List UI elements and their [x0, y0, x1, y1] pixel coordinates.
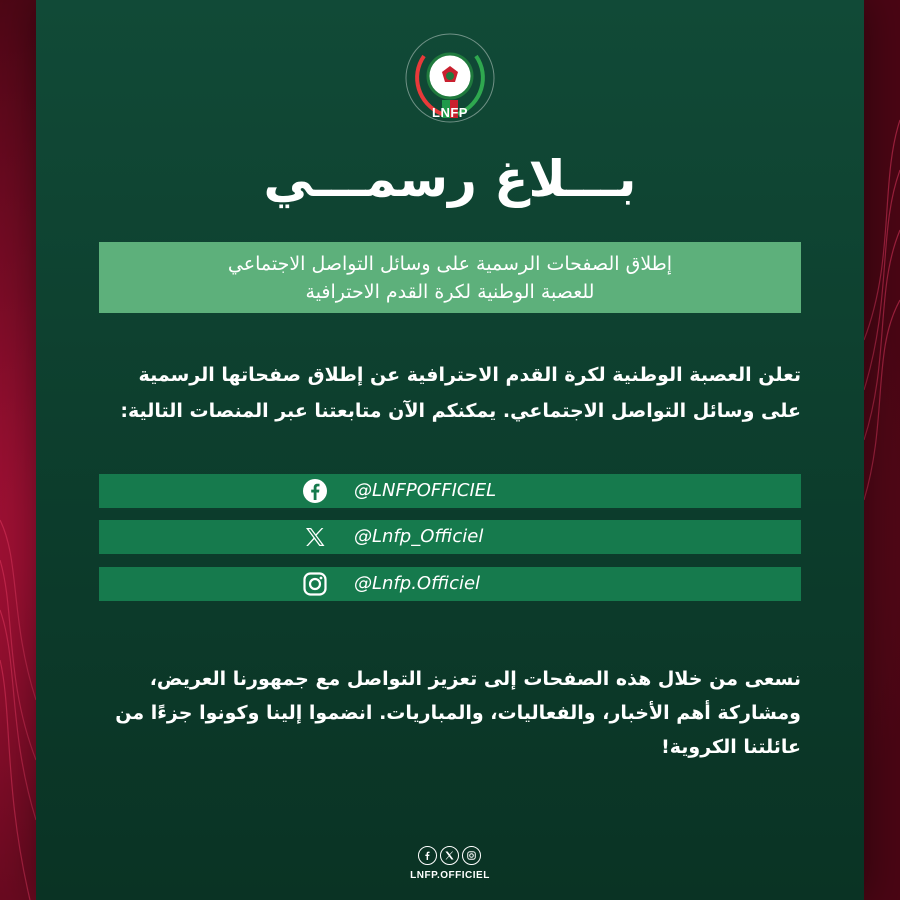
- footer-facebook-icon[interactable]: [418, 846, 437, 865]
- subtitle-box: [99, 242, 801, 313]
- footer-social-icons: [418, 846, 484, 866]
- logo-brand-text: LNFP: [432, 105, 468, 120]
- outro-paragraph: نسعى من خلال هذه الصفحات إلى تعزيز التواصل مع جمهورنا العريض، ومشاركة أهم الأخبار، والفعاليات، والمباريات. انضموا إلينا وكونوا جزءًا من عائلتنا الكروية!: [115, 668, 801, 758]
- footer-x-icon[interactable]: [440, 846, 459, 865]
- x-icon: [302, 524, 328, 550]
- instagram-icon: [302, 571, 328, 597]
- social-row-facebook[interactable]: [99, 474, 801, 508]
- intro-paragraph: تعلن العصبة الوطنية لكرة القدم الاحترافية عن إطلاق صفحاتها الرسمية على وسائل التواصل الاجتماعي. يمكنكم الآن متابعتنا عبر المنصات التالية:: [120, 364, 801, 422]
- page-title: بـــلاغ رسمـــي: [263, 150, 637, 208]
- footer-instagram-icon[interactable]: [462, 846, 481, 865]
- facebook-icon: [302, 478, 328, 504]
- social-row-x[interactable]: [99, 520, 801, 554]
- footer-handle: LNFP.OFFICIEL: [410, 870, 490, 881]
- instagram-handle: @Lnfp.Officiel: [354, 573, 481, 594]
- subtitle-line-1: إطلاق الصفحات الرسمية على وسائل التواصل الاجتماعي: [227, 252, 673, 275]
- x-handle: @Lnfp_Officiel: [354, 526, 484, 547]
- social-row-instagram[interactable]: [99, 567, 801, 601]
- facebook-handle: @LNFPOFFICIEL: [354, 480, 497, 501]
- subtitle-line-2: للعصبة الوطنية لكرة القدم الاحترافية: [305, 280, 595, 303]
